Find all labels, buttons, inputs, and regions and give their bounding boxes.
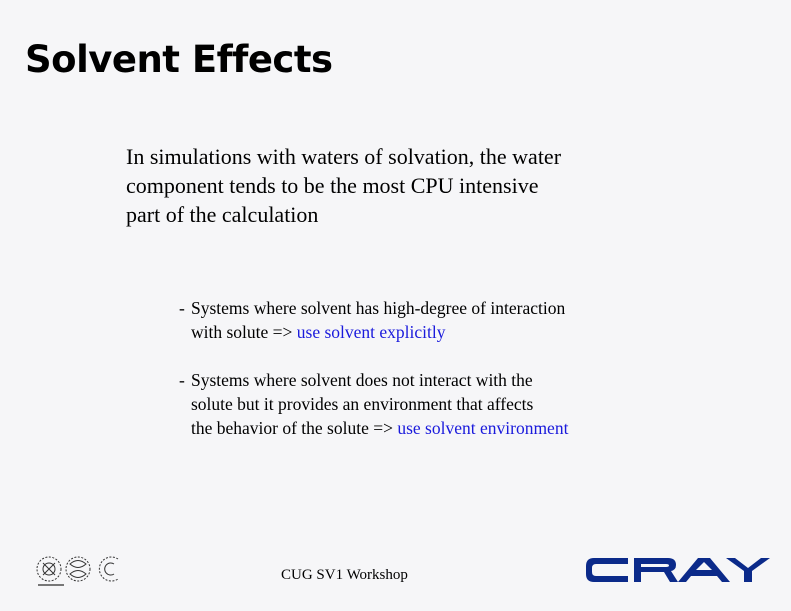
intro-line: In simulations with waters of solvation, the water <box>126 144 562 169</box>
bullet-solvent-environment <box>179 368 739 440</box>
slide-title: Solvent Effects <box>25 38 333 81</box>
intro-paragraph <box>126 142 686 229</box>
bullet-dash: - <box>179 298 185 318</box>
intro-line: part of the calculation <box>126 202 319 227</box>
bullet-line: Systems where solvent has high-degree of interaction <box>191 298 566 318</box>
bullet-line: solute but it provides an environment that affects <box>191 394 534 414</box>
bullet-dash: - <box>179 370 185 390</box>
bullet-line <box>179 416 739 440</box>
intro-line: component tends to be the most CPU intensive <box>126 173 539 198</box>
bullet-highlight: use solvent explicitly <box>296 322 446 342</box>
bullet-explicit-solvent <box>179 296 739 344</box>
cray-logo-icon <box>586 558 770 582</box>
bullet-text: the behavior of the solute => <box>191 418 393 438</box>
bullet-line <box>179 320 739 344</box>
bullet-highlight: use solvent environment <box>397 418 569 438</box>
footer-text: CUG SV1 Workshop <box>281 567 408 583</box>
bullet-line: Systems where solvent does not interact with the <box>191 370 533 390</box>
bullet-text: with solute => <box>191 322 293 342</box>
partner-logos-icon <box>34 552 130 590</box>
